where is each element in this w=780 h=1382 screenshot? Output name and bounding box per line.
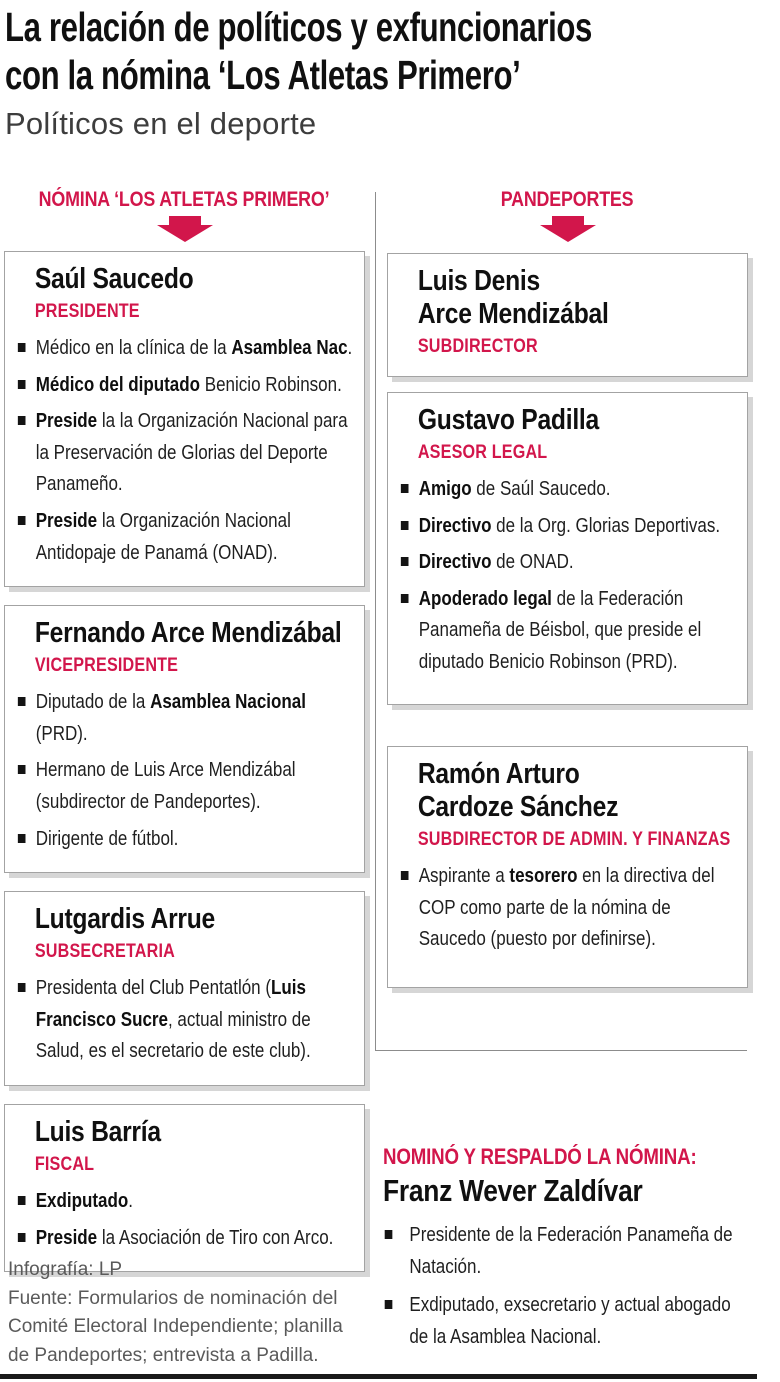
fact-item: Aspirante a tesorero en la directiva del COP como parte de la nómina de Saucedo (puesto por definirse). [400,861,739,956]
down-arrow-icon [540,216,596,242]
fact-item: Exdiputado, exsecretario y actual abogado de la Asamblea Nacional. [383,1290,751,1353]
person-name: Fernando Arce Mendizábal [34,617,342,650]
column-header-pandeportes [387,188,748,242]
fact-item: Presidenta del Club Pentatlón (Luis Francisco Sucre, actual ministro de Salud, es el secretario de este club). [17,973,356,1068]
column-header-nomina [4,188,365,242]
person-role: SUBDIRECTOR [417,336,538,358]
page-title [5,4,777,100]
fact-item: Amigo de Saúl Saucedo. [400,474,739,506]
column-divider-horizontal [375,1050,747,1051]
fact-item: Dirigente de fútbol. [17,824,356,856]
fact-item: Preside la Asociación de Tiro con Arco. [17,1223,356,1255]
fact-item: Presidente de la Federación Panameña de Natación. [383,1220,751,1283]
person-role: VICEPRESIDENTE [34,655,179,677]
fact-list [17,1186,356,1254]
fact-item: Directivo de ONAD. [400,547,739,579]
down-arrow-icon [157,216,213,242]
credit-line: Fuente: Formularios de nominación del Comité Electoral Independiente; planilla de Pandeportes; entrevista a Padilla. [8,1287,343,1366]
fact-item: Médico en la clínica de la Asamblea Nac. [17,333,356,365]
person-role: SUBSECRETARIA [34,941,175,963]
person-name: Luis Denis Arce Mendizábal [417,265,609,331]
page-title-line-2: con la nómina ‘Los Atletas Primero’ [5,51,521,98]
fact-item: Médico del diputado Benicio Robinson. [17,370,356,402]
endorsement-name: Franz Wever Zaldívar [383,1173,643,1208]
person-role: ASESOR LEGAL [417,442,548,464]
column-header-pandeportes-label: PANDEPORTES [501,188,634,211]
fact-list [400,861,739,956]
person-name: Saúl Saucedo [34,263,194,295]
credit-line: Infografía: LP [8,1259,123,1280]
person-card [4,251,365,587]
fact-item: Hermano de Luis Arce Mendizábal (subdirector de Pandeportes). [17,755,356,818]
fact-item: Preside la Organización Nacional Antidopaje de Panamá (ONAD). [17,506,356,569]
fact-list [17,333,356,569]
endorsement-block [383,1144,751,1360]
person-role: PRESIDENTE [34,301,140,323]
person-card [387,746,748,988]
person-card [4,1104,365,1272]
person-card [4,891,365,1086]
person-card [387,392,748,705]
person-card [4,605,365,873]
person-role: SUBDIRECTOR DE ADMIN. Y FINANZAS [417,829,731,851]
person-name: Gustavo Padilla [417,404,599,436]
bottom-bar [0,1374,757,1379]
fact-item: Directivo de la Org. Glorias Deportivas. [400,511,739,543]
page-title-line-1: La relación de políticos y exfuncionarios [5,4,593,50]
fact-list [400,474,739,679]
fact-item: Diputado de la Asamblea Nacional (PRD). [17,687,356,750]
column-divider-vertical [375,192,376,1050]
person-name: Ramón Arturo Cardoze Sánchez [417,758,619,824]
column-pandeportes [387,253,748,988]
credits [8,1256,360,1370]
person-name: Luis Barría [34,1116,161,1149]
person-card [387,253,748,377]
endorsement-fact-list [383,1220,751,1353]
person-role: FISCAL [34,1154,95,1176]
fact-item: Preside la la Organización Nacional para la Preservación de Glorias del Deporte Panameño. [17,406,356,501]
page-subtitle: Políticos en el deporte [5,106,317,141]
fact-list [17,687,356,855]
column-nomina [4,251,365,1272]
column-header-nomina-label: NÓMINA ‘LOS ATLETAS PRIMERO’ [39,188,330,211]
fact-item: Exdiputado. [17,1186,356,1218]
fact-item: Apoderado legal de la Federación Panameña de Béisbol, que preside el diputado Benicio Robinson (PRD). [400,584,739,679]
person-name: Lutgardis Arrue [34,903,216,936]
fact-list [17,973,356,1068]
endorsement-kicker: NOMINÓ Y RESPALDÓ LA NÓMINA: [383,1144,697,1169]
